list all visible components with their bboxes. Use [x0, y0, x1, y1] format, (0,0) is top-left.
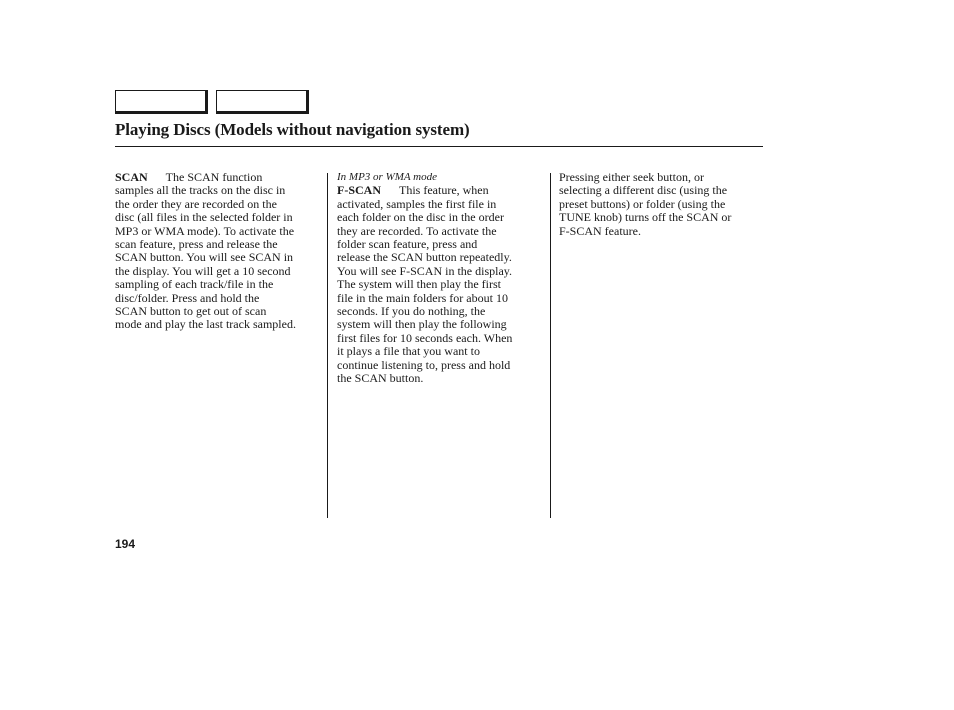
text-line: folder scan feature, press and [337, 237, 478, 252]
text-line: system will then play the following [337, 317, 507, 332]
text-line: the display. You will get a 10 second [115, 263, 291, 278]
text-line: You will see F-SCAN in the display. [337, 263, 513, 278]
text-line: disc (all files in the selected folder in [115, 210, 293, 225]
title-divider [115, 146, 763, 147]
text-line: TUNE knob) turns off the SCAN or [559, 210, 732, 225]
page-number: 194 [115, 537, 136, 551]
nav-tab-box[interactable] [115, 90, 208, 114]
text-line: mode and play the last track sampled. [115, 317, 296, 332]
column-divider [550, 173, 551, 518]
fscan-section [337, 171, 545, 386]
text-line: first files for 10 seconds each. When [337, 330, 513, 345]
text-line: activated, samples the first file in [337, 196, 497, 211]
column-divider [327, 173, 328, 518]
scan-paragraph [115, 171, 323, 332]
nav-tab-box[interactable] [216, 90, 309, 114]
text-line: the SCAN button. [337, 371, 424, 386]
text-line: file in the main folders for about 10 [337, 290, 508, 305]
text-line: each folder on the disc in the order [337, 210, 504, 225]
text-line: disc/folder. Press and hold the [115, 290, 260, 305]
mode-label: In MP3 or WMA mode [337, 171, 437, 183]
fscan-paragraph [337, 184, 545, 385]
fscan-first-line [337, 184, 545, 197]
text-line: MP3 or WMA mode). To activate the [115, 223, 295, 238]
text-line: The system will then play the first [337, 277, 501, 292]
text-line: F-SCAN feature. [559, 223, 641, 238]
scan-cancel-paragraph [559, 171, 763, 238]
text-line: SCAN button. You will see SCAN in [115, 250, 294, 265]
scan-first-line-text: The SCAN function [165, 170, 263, 184]
scan-heading: SCAN [115, 170, 148, 184]
text-line: they are recorded. To activate the [337, 223, 497, 238]
text-line: Pressing either seek button, or [559, 170, 704, 184]
scan-section [115, 171, 323, 332]
text-line: scan feature, press and release the [115, 237, 278, 252]
text-line: the order they are recorded on the [115, 196, 277, 211]
text-line: it plays a file that you want to [337, 344, 480, 359]
text-line: continue listening to, press and hold [337, 357, 511, 372]
text-line: preset buttons) or folder (using the [559, 196, 726, 211]
text-line: SCAN button to get out of scan [115, 304, 267, 319]
fscan-first-line-text: This feature, when [399, 183, 489, 198]
scan-first-line [115, 171, 323, 184]
text-line: release the SCAN button repeatedly. [337, 250, 512, 265]
text-line: selecting a different disc (using the [559, 183, 728, 198]
scan-cancel-section [559, 171, 763, 238]
fscan-heading: F-SCAN [337, 183, 381, 198]
text-line: seconds. If you do nothing, the [337, 304, 486, 319]
text-line: samples all the tracks on the disc in [115, 183, 286, 198]
text-line: sampling of each track/file in the [115, 277, 274, 292]
page-title: Playing Discs (Models without navigation system) [115, 120, 470, 139]
